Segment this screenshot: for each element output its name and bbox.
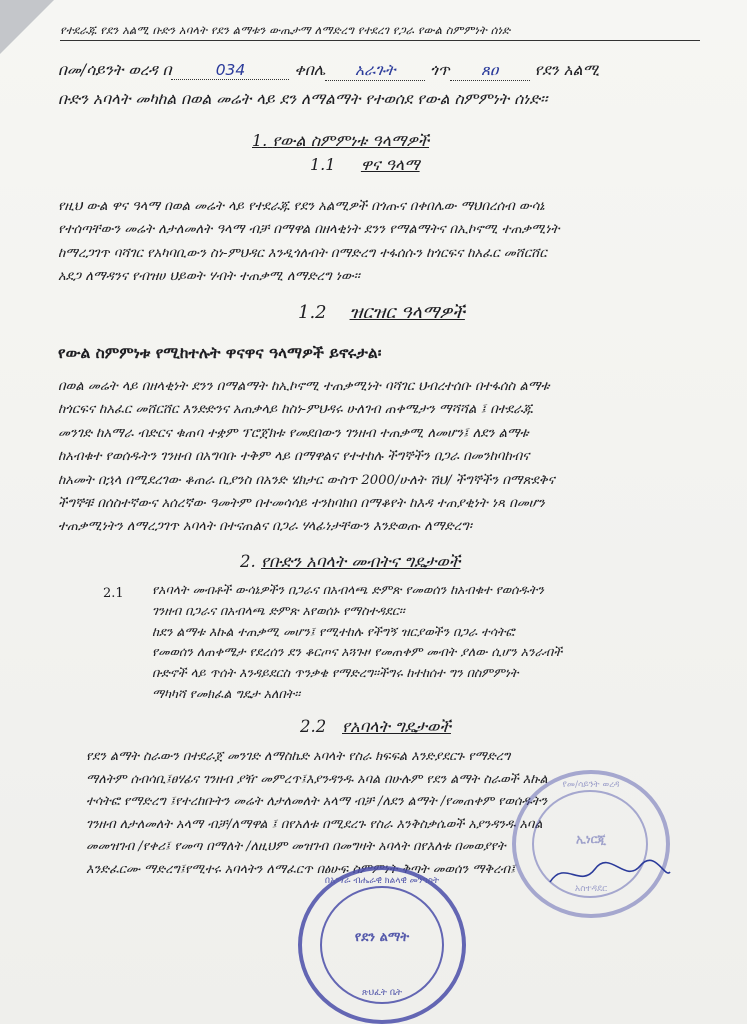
kebele-name-field: አራጉት [325, 61, 425, 81]
signature-scribble [545, 854, 675, 894]
subsection-2-2-number: 2.2 [300, 717, 327, 736]
subsection-1-1-heading [310, 155, 420, 175]
subsection-1-1-title: ዋና ዓላማ [360, 155, 420, 174]
stamp-bottom-text: ጽህፈት ቤት [361, 988, 403, 998]
section-1-heading [252, 131, 429, 151]
subsection-2-1-number: 2.1 [103, 586, 124, 601]
paragraph-line: ማለትም ሰብሳቢ፤ፀሃፊና ገንዘብ ያዥ መምረጥ፤እያንዳንዱ አባል በሁሉም የደን ልማት ስራወች እኩል [86, 771, 548, 787]
paragraph-line: መመዝገብ /የቀሪ፤ የመጣ በማለት /ለዚህም መዝገብ በመግዛት አባላት በየእለቱ በመወያየት [86, 839, 506, 854]
stamp-outer-text: በአማራ ብሔራዊ ክልላዊ መንግስት [324, 876, 440, 886]
section-2-title: የቡድን አባላት መብትና ግዴታወች [261, 552, 461, 571]
objectives-lead: የውል ስምምነቱ የሚከተሉት ዋናዋና ዓላማዎች ይኖሩታል፡ [58, 343, 382, 362]
paragraph-line: በወል መሬት ላይ በዘላቂነት ደንን በማልማት ከኢኮኖሚ ተጠቃሚነት ባሻገር ህብረተሰቡ በተፋሰስ ልማቱ [58, 379, 550, 394]
section-2-number: 2. [240, 552, 256, 571]
paragraph-line: ከአመት በኋላ በሚደረገው ቆጠራ ቢያንስ በአንድ ሄክታር ውስጥ 2000/ሁለት ሽህ/ ችግኞችን በማጽደቅና [58, 472, 555, 488]
paragraph-line: የዚህ ውል ዋና ዓላማ በወል መሬት ላይ የተደራጁ የደን አልሚዎች በጎጡና በቀበሌው ማህበረሰብ ውሳኔ [58, 199, 545, 214]
intro-got-label: ጎጥ [430, 61, 450, 79]
intro-suffix: የደን አልሚ [534, 61, 600, 79]
stamp-outer-text: የመ/ሳይንት ወረዳ [562, 780, 620, 790]
stamp-center-text: የደን ልማት [354, 930, 410, 945]
paragraph-line: ከደን ልማቱ እኩል ተጠቃሚ መሆን፤ የሚተከሉ የችግኝ ዝርያወችን በጋራ ተሳትፎ [152, 623, 515, 639]
paragraph-line: እንድፈርሙ ማድረግ፤የሚተሩ አባላትን ለማፈርጥ በፅሁፍ ስምምነት ቅጣት መወሰን ማቅረብ፤ [86, 861, 516, 877]
official-stamp-primary [298, 866, 466, 1024]
paragraph-line: መንገድ ከአማራ ብድርና ቁጠባ ተቋም ፕሮጀክቱ የመደበውን ገንዘብ ተጠቃሚ ለመሆን፤ ለደን ልማቱ [58, 425, 529, 441]
subsection-1-2-title: ዝርዝር ዓላማዎች [349, 302, 465, 323]
subsection-2-2-title: የአባላት ግዴታወች [342, 717, 451, 736]
subsection-2-1-body [152, 580, 712, 705]
subsection-1-2-number: 1.2 [298, 302, 327, 323]
subsection-2-2-heading [300, 717, 451, 737]
stamp-center-text: ኢነርጂ [576, 832, 606, 846]
paragraph-line: የመወሰን ለጠቀሜታ የደረሰን ደን ቆርጦና አጓጉዞ የመጠቀም መብት ያለው ሲሆን አንራብች [152, 644, 563, 660]
folded-corner [0, 0, 54, 54]
kebele-number-field: 034 [171, 61, 289, 80]
stamp-bottom-text: አስተዳደር [574, 884, 608, 894]
section-2-heading [240, 552, 460, 572]
paragraph-line: ቡድኖች ላይ ጥሰት እንዳይደርስ ጥንቃቄ የማድረግ፡፡ችግሩ ከተከሰተ ግን በስምምነት [152, 665, 519, 681]
subsection-1-1-number: 1.1 [310, 155, 336, 174]
subsection-1-2-heading [298, 302, 465, 323]
paragraph-line: ማካካሻ የመክፈል ግዴታ አለበት፡፡ [152, 685, 301, 701]
paragraph-line: ከማረጋገጥ ባሻገር የአካባቢውን ስነ-ምህዳር እንዲጎለብት በማድረግ ተፋሰሱን ከጎርፍና ከአፈር መሸርሸር [58, 245, 547, 261]
document-header: የተደራጁ የደን አልሚ ቡድን አባላት የደን ልማቱን ውጤታማ ለማድረግ የተደረገ የጋራ የውል ስምምነት ሰነድ [60, 23, 700, 41]
paragraph-line: ከአብቁተ የወሰዱትን ገንዘብ በአግባቡ ተቅም ላይ በማዋልና የተተከሉ ችግኞችን በጋራ በመንከባከብና [58, 449, 530, 465]
paragraph-line: የአባላት መብቶች ውሳኔዎችን በጋራና በአብላጫ ድምጽ የመወሰን ከአብቁተ የወሰዱትን [152, 582, 544, 597]
paragraph-1-1 [58, 195, 698, 289]
intro-line-2: ቡድን አባላት መካከል በወል መሬት ላይ ደን ለማልማት የተወሰደ የውል ስምምነት ሰነድ፡፡ [58, 90, 548, 108]
paragraph-line: ችግኞቹ በሰስተኛውና አሰረኛው ዓመትም በተመሳሳይ ተንከባክበ በማቆየት ከእዳ ተጠያቂነት ነጻ በመሆን [58, 496, 545, 512]
paragraph-line: ተጠቃሚነትን ለማረጋገጥ አባላት በተናጠልና በጋራ ሃላፊነታቸውን እንድወጡ ለማድረግ፡ [58, 519, 472, 535]
intro-line-1 [58, 61, 599, 81]
paragraph-line: ተሳትፎ የማድረግ ፤የተረከቡትን መሬት ለታለመለት አላማ ብቻ /ለደን ልማት /የመጠቀም የወሰዱትን [86, 794, 548, 809]
paragraph-line: የደን ልማት ስራውን በተደራጀ መንገድ ለማስኬድ አባላት የስራ ክፍፍል እንድያደርጉ የማድረግ [86, 749, 511, 764]
paragraph-line: የተሰጣቸውን መሬት ለታለመለት ዓላማ ብቻ በማዋል በዘላቂነት ደንን የማልማትና በኢኮኖሚ ተጠቃሚነት [58, 222, 560, 238]
paragraph-1-2 [58, 375, 698, 539]
section-1-number: 1. [252, 131, 268, 150]
paragraph-line: አደጋ ለማዳንና የብዝሀ ህይወት ሃብት ተጠቃሚ ለማድረግ ነው፡፡ [58, 269, 360, 285]
section-1-title: የውል ስምምነቱ ዓላማዎች [272, 131, 430, 150]
official-stamp-secondary [512, 770, 670, 918]
paragraph-line: ከጎርፍና ከአፈር መሸርሸር እንድድንና አጠቃላይ ከስነ-ምህዳሩ ሁለገብ ጠቀሜታን ማሻሻል ፤ በተደራጁ [58, 402, 533, 418]
got-name-field: ጸዐ [450, 61, 530, 81]
stamp-inner-ring [320, 886, 444, 1004]
paragraph-line: ገንዘብ ለታለመለት አላማ ብቻ/ለማዋል ፤ በየአለቱ በሚደረጉ የስራ እንቅስቃሴወች አያንዳንዱ አባል [86, 816, 543, 832]
intro-prefix: በመ/ሳይንት ወረዳ በ [58, 61, 172, 79]
intro-kebele-label: ቀበሌ [294, 61, 326, 79]
paragraph-line: ገንዘብ በጋራና በአብላጫ ድምጽ አየወሰኑ የማስተዳደር፡፡ [152, 602, 405, 618]
